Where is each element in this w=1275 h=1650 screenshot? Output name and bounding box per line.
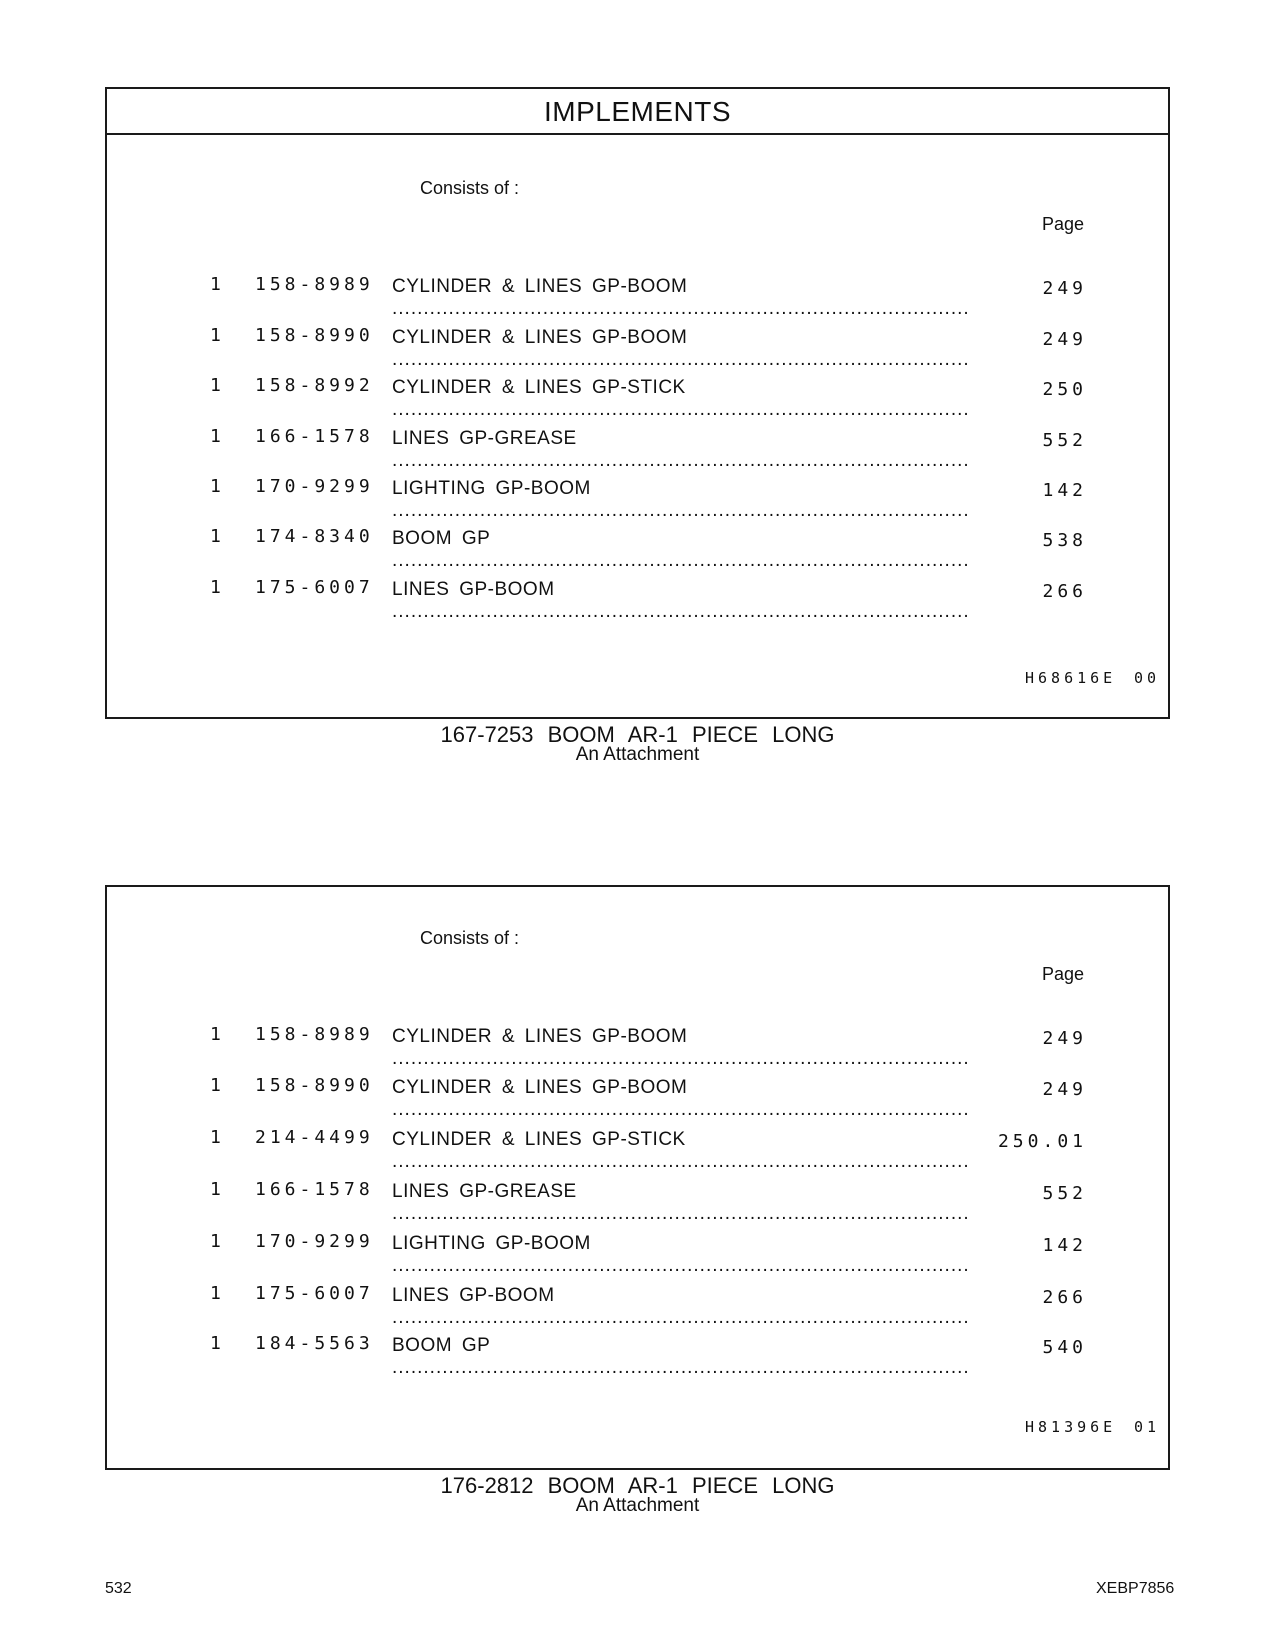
page-ref: 249 [1042, 278, 1087, 299]
parts-row [107, 375, 1172, 405]
caption-subtitle: An Attachment [575, 1495, 700, 1516]
qty: 1 [210, 577, 221, 598]
description: CYLINDER & LINES GP-BOOM ..... [392, 1026, 967, 1070]
description: CYLINDER & LINES GP-STICK ..... [392, 377, 967, 421]
qty: 1 [210, 274, 221, 295]
consists-of-label: Consists of : [420, 178, 520, 198]
caption-subtitle: An Attachment [575, 744, 700, 765]
description: LIGHTING GP-BOOM ..... [392, 1233, 967, 1277]
parts-row [107, 1231, 1172, 1261]
description: LINES GP-BOOM ..... [392, 579, 967, 623]
part-number: 158-8990 [255, 1075, 374, 1096]
qty: 1 [210, 426, 221, 447]
consists-of-label: Consists of : [420, 928, 520, 948]
parts-row [107, 1127, 1172, 1157]
part-number: 174-8340 [255, 526, 374, 547]
parts-row [107, 476, 1172, 506]
page-ref: 250 [1042, 379, 1087, 400]
page-ref: 142 [1042, 480, 1087, 501]
part-number: 158-8989 [255, 1024, 374, 1045]
qty: 1 [210, 526, 221, 547]
page-ref: 250.01 [997, 1131, 1087, 1152]
panel-title: IMPLEMENTS [107, 89, 1168, 135]
description: CYLINDER & LINES GP-BOOM ..... [392, 276, 967, 320]
qty: 1 [210, 375, 221, 396]
parts-row [107, 1179, 1172, 1209]
qty: 1 [210, 1075, 221, 1096]
parts-row [107, 1075, 1172, 1105]
part-number: 166-1578 [255, 1179, 374, 1200]
page-number: 532 [105, 1580, 132, 1597]
qty: 1 [210, 1179, 221, 1200]
part-number: 158-8989 [255, 274, 374, 295]
description: CYLINDER & LINES GP-STICK ..... [392, 1129, 967, 1173]
page-ref: 142 [1042, 1235, 1087, 1256]
part-number: 170-9299 [255, 1231, 374, 1252]
part-number: 175-6007 [255, 1283, 374, 1304]
illustration-ref-revision: 00 [1134, 669, 1161, 687]
parts-row [107, 526, 1172, 556]
parts-row [107, 274, 1172, 304]
page-ref: 266 [1042, 1287, 1087, 1308]
illustration-ref-code: H68616E [1025, 669, 1117, 687]
page-ref: 538 [1042, 530, 1087, 551]
page-ref: 266 [1042, 581, 1087, 602]
parts-row [107, 577, 1172, 607]
implements-panel [105, 87, 1170, 719]
attachment-panel [105, 885, 1170, 1470]
page-ref: 249 [1042, 1079, 1087, 1100]
parts-row [107, 1024, 1172, 1054]
part-number: 175-6007 [255, 577, 374, 598]
description: BOOM GP ..... [392, 1335, 967, 1379]
parts-row [107, 426, 1172, 456]
illustration-ref-revision: 01 [1134, 1418, 1161, 1436]
qty: 1 [210, 1333, 221, 1354]
part-number: 170-9299 [255, 476, 374, 497]
qty: 1 [210, 1283, 221, 1304]
description: LINES GP-GREASE ..... [392, 1181, 967, 1225]
part-number: 158-8990 [255, 325, 374, 346]
page-ref: 540 [1042, 1337, 1087, 1358]
description: LINES GP-BOOM ..... [392, 1285, 967, 1329]
caption-title: 167-7253 BOOM AR-1 PIECE LONG [440, 722, 835, 747]
description: CYLINDER & LINES GP-BOOM ..... [392, 327, 967, 371]
qty: 1 [210, 1127, 221, 1148]
qty: 1 [210, 1231, 221, 1252]
description: LIGHTING GP-BOOM ..... [392, 478, 967, 522]
illustration-ref-code: H81396E [1025, 1418, 1117, 1436]
description: BOOM GP ..... [392, 528, 967, 572]
caption-title: 176-2812 BOOM AR-1 PIECE LONG [440, 1473, 835, 1498]
page-ref: 552 [1042, 1183, 1087, 1204]
parts-row [107, 1333, 1172, 1363]
page-ref: 249 [1042, 1028, 1087, 1049]
qty: 1 [210, 1024, 221, 1045]
document-code: XEBP7856 [1096, 1580, 1175, 1597]
part-number: 184-5563 [255, 1333, 374, 1354]
qty: 1 [210, 325, 221, 346]
description: LINES GP-GREASE ..... [392, 428, 967, 472]
parts-row [107, 1283, 1172, 1313]
page-ref: 249 [1042, 329, 1087, 350]
page-column-header: Page [1042, 964, 1085, 984]
qty: 1 [210, 476, 221, 497]
part-number: 158-8992 [255, 375, 374, 396]
parts-row [107, 325, 1172, 355]
description: CYLINDER & LINES GP-BOOM ..... [392, 1077, 967, 1121]
panel-caption [105, 724, 1170, 764]
page-column-header: Page [1042, 214, 1085, 234]
part-number: 166-1578 [255, 426, 374, 447]
page-ref: 552 [1042, 430, 1087, 451]
panel-caption [105, 1475, 1170, 1515]
part-number: 214-4499 [255, 1127, 374, 1148]
